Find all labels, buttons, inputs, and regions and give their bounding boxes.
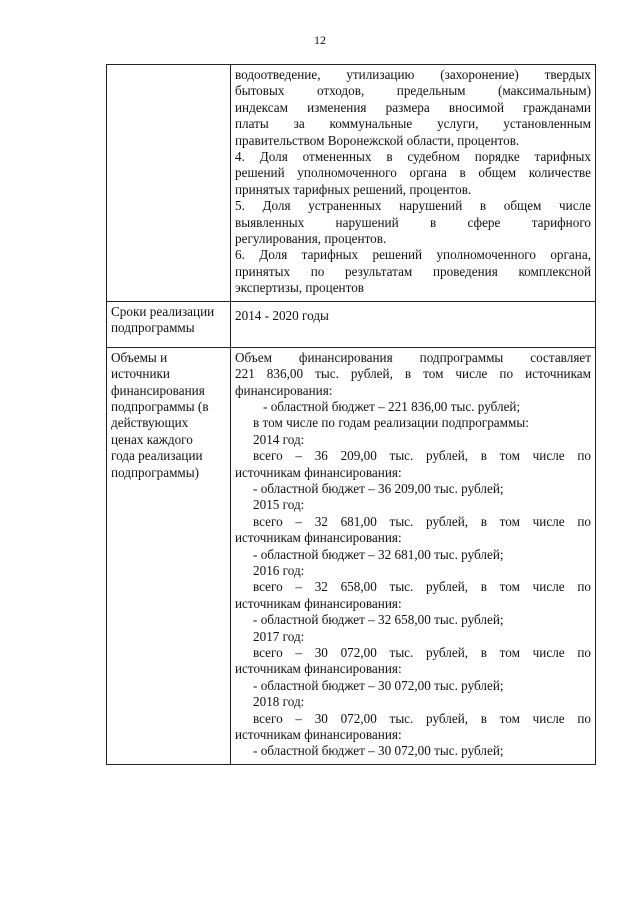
text-line: 6. Доля тарифных решений уполномоченного органа, bbox=[235, 247, 591, 263]
text-line: Объем финансирования подпрограммы составляет bbox=[235, 349, 591, 365]
text-line: в том числе по годам реализации подпрограммы: bbox=[253, 415, 529, 431]
text-line: экспертизы, процентов bbox=[235, 280, 365, 296]
text-line: выявленных нарушений в сфере тарифного bbox=[235, 214, 591, 230]
text-line: всего – 36 209,00 тыс. рублей, в том числе по bbox=[253, 448, 591, 464]
text-line: - областной бюджет – 221 836,00 тыс. рублей; bbox=[263, 398, 521, 414]
text-line: решений уполномоченного органа в общем количестве bbox=[235, 165, 591, 181]
text-line: 2014 год: bbox=[253, 431, 305, 447]
label-line: ценах каждого bbox=[111, 431, 193, 447]
text-line: принятых тарифных решений, процентов. bbox=[235, 181, 472, 197]
row2-label-cell bbox=[107, 301, 231, 347]
label-line: источники bbox=[111, 366, 170, 382]
text-line: 2017 год: bbox=[253, 628, 305, 644]
text-line: 2018 год: bbox=[253, 694, 305, 710]
page-number: 12 bbox=[314, 33, 326, 47]
text-line: правительством Воронежской области, процентов. bbox=[235, 132, 520, 148]
text-line: источникам финансирования: bbox=[235, 727, 402, 743]
text-line: принятых по результатам проведения комплексной bbox=[235, 263, 591, 279]
term-value: 2014 - 2020 годы bbox=[235, 307, 329, 323]
text-line: бытовых отходов, предельным (максимальным) bbox=[235, 83, 591, 99]
text-line: - областной бюджет – 36 209,00 тыс. рублей; bbox=[253, 480, 504, 496]
text-line: - областной бюджет – 32 681,00 тыс. рублей; bbox=[253, 546, 504, 562]
table-row bbox=[107, 347, 596, 764]
text-line: всего – 30 072,00 тыс. рублей, в том числе по bbox=[253, 710, 591, 726]
row2-content-cell bbox=[231, 301, 596, 347]
text-line: источникам финансирования: bbox=[235, 530, 402, 546]
label-line: подпрограммы bbox=[111, 320, 195, 336]
text-line: платы за коммунальные услуги, установленным bbox=[235, 116, 591, 132]
label-line: года реализации bbox=[111, 448, 203, 464]
text-line: источникам финансирования: bbox=[235, 595, 402, 611]
text-line: 4. Доля отмененных в судебном порядке тарифных bbox=[235, 149, 591, 165]
label-line: Объемы и bbox=[111, 349, 168, 365]
text-line: - областной бюджет – 32 658,00 тыс. рублей; bbox=[253, 612, 504, 628]
text-line: регулирования, процентов. bbox=[235, 231, 387, 247]
label-line: действующих bbox=[111, 415, 189, 431]
text-line: источникам финансирования: bbox=[235, 661, 402, 677]
text-line: всего – 32 658,00 тыс. рублей, в том числе по bbox=[253, 579, 591, 595]
text-line: источникам финансирования: bbox=[235, 464, 402, 480]
row1-label-cell bbox=[107, 65, 231, 302]
text-line: - областной бюджет – 30 072,00 тыс. рублей; bbox=[253, 743, 504, 759]
text-line: всего – 32 681,00 тыс. рублей, в том числе по bbox=[253, 513, 591, 529]
label-line: подпрограммы (в bbox=[111, 398, 209, 414]
table-row bbox=[107, 65, 596, 302]
text-line: индексам изменения размера вносимой гражданами bbox=[235, 99, 591, 115]
row3-content-cell bbox=[231, 347, 596, 764]
label-line: Сроки реализации bbox=[111, 303, 215, 319]
text-line: всего – 30 072,00 тыс. рублей, в том числе по bbox=[253, 645, 591, 660]
text-line: финансирования: bbox=[235, 382, 333, 398]
table-row bbox=[107, 301, 596, 347]
row1-content-cell bbox=[231, 65, 596, 302]
label-line: финансирования bbox=[111, 382, 205, 398]
text-line: 2016 год: bbox=[253, 562, 305, 578]
label-line: подпрограммы) bbox=[111, 464, 200, 480]
text-line: 221 836,00 тыс. рублей, в том числе по источникам bbox=[235, 366, 591, 382]
text-line: водоотведение, утилизацию (захоронение) твердых bbox=[235, 67, 591, 82]
passport-table bbox=[106, 64, 596, 765]
text-line: - областной бюджет – 30 072,00 тыс. рублей; bbox=[253, 677, 504, 693]
text-line: 5. Доля устраненных нарушений в общем числе bbox=[235, 198, 591, 214]
row3-label-cell bbox=[107, 347, 231, 764]
text-line: 2015 год: bbox=[253, 497, 305, 513]
